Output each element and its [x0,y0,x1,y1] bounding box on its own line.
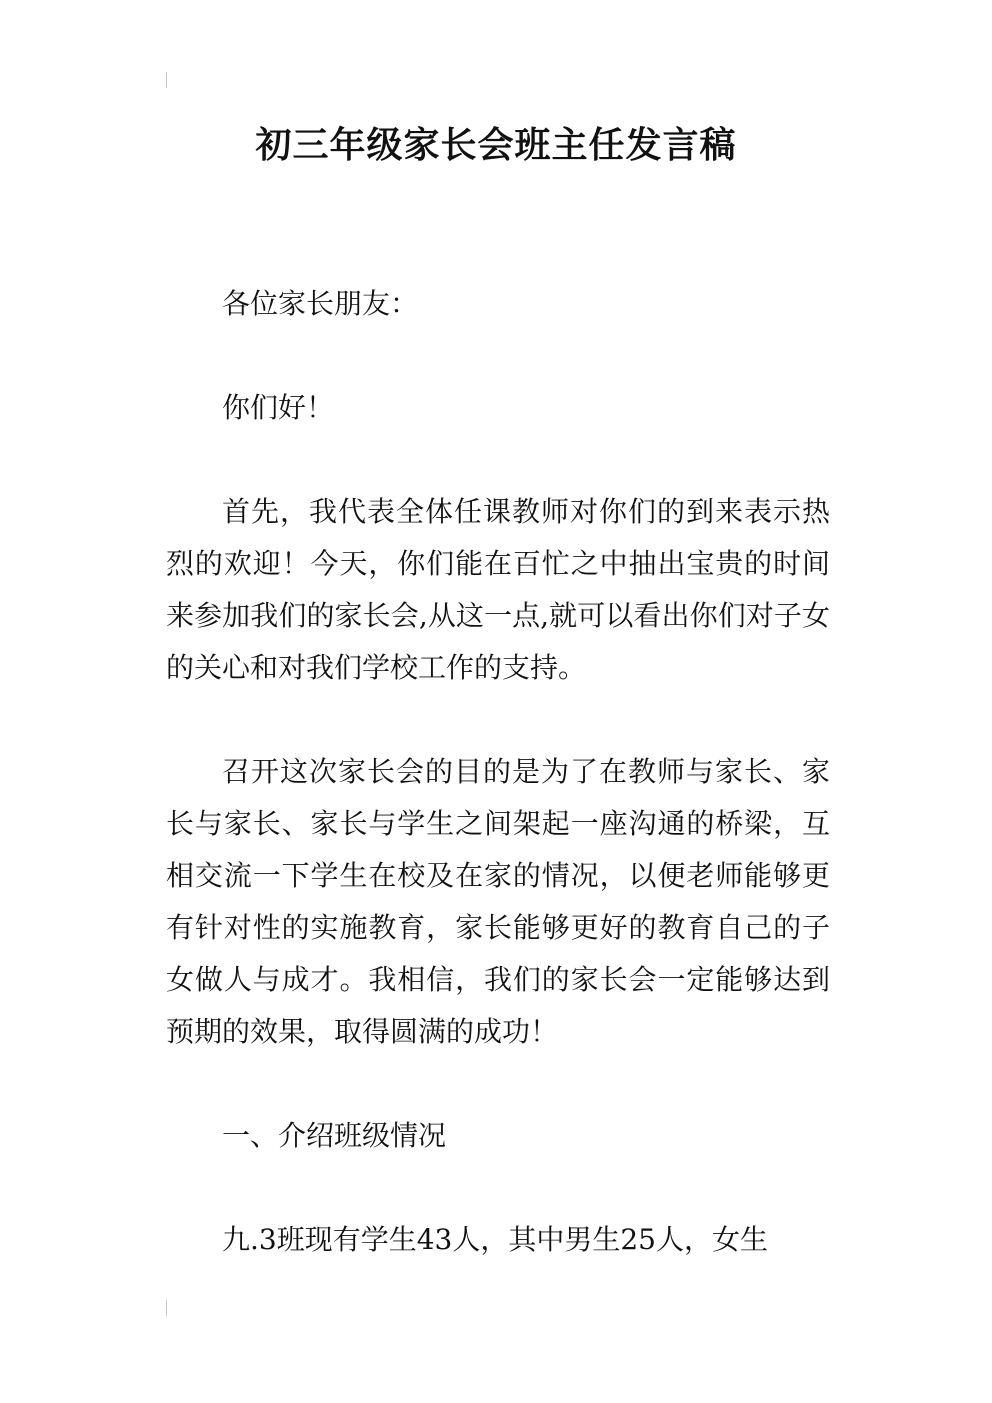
document-title: 初三年级家长会班主任发言稿 [255,125,737,166]
greeting-paragraph: 各位家长朋友： [222,287,419,320]
purpose-paragraph: 召开这次家长会的目的是为了在教师与家长、家长与家长、家长与学生之间架起一座沟通的桥梁，互相交流一下学生在校及在家的情况，以便老师能够更有针对性的实施教育，家长能够更好的教育自己的子女做人与成才。我相信，我们的家长会一定能够达到预期的效果，取得圆满的成功！ [166,755,830,1048]
page-corner-mark-top [166,72,167,88]
page-corner-mark-bottom [166,1300,167,1316]
hello-paragraph: 你们好！ [222,391,335,424]
intro-paragraph: 首先，我代表全体任课教师对你们的到来表示热烈的欢迎！今天，你们能在百忙之中抽出宝贵的时间来参加我们的家长会,从这一点,就可以看出你们对子女的关心和对我们学校工作的支持。 [166,495,830,684]
section-heading: 一、介绍班级情况 [222,1119,447,1152]
class-info-paragraph: 九.3班现有学生43人，其中男生25人，女生 [222,1223,768,1256]
